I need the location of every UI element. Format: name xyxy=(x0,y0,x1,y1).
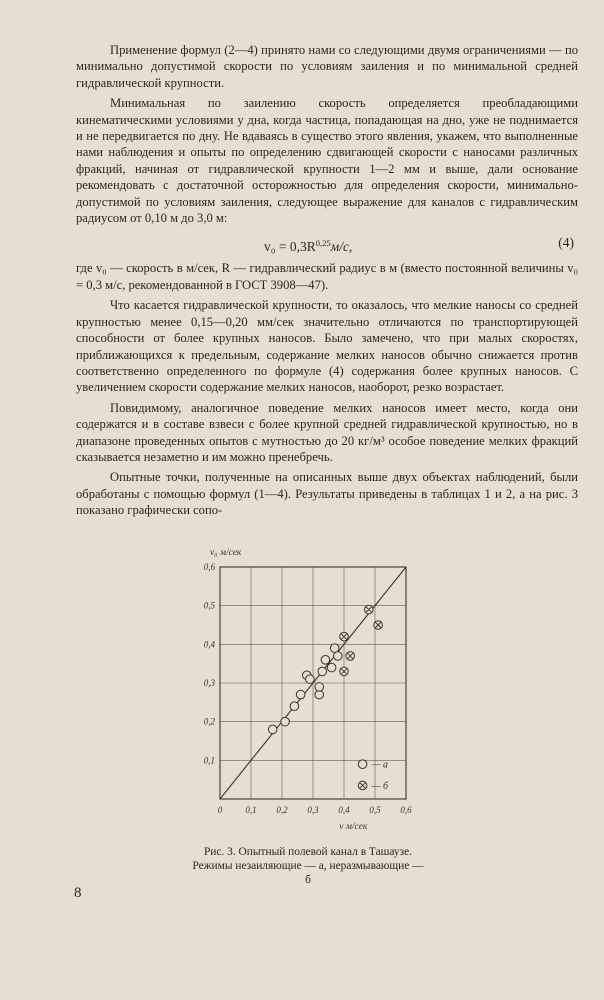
data-point-a xyxy=(321,656,330,665)
x-axis-label: v м/сек xyxy=(339,822,368,832)
paragraph-3: Что касается гидравлической крупности, то оказалось, что мелкие наносы со средней крупностью менее 0,15—0,20 мм/сек значительно отличаются по транспортирующей способности от более крупных наносов. Было замечено, что при малых скоростях, приближающихся к предельным, содержание мелких наносов обычно снижается против соответственно определенного по формуле (4) содержания более крупных наносов. С увеличением скорости содержание мелких наносов, наоборот, резко возрастает. xyxy=(76,298,578,395)
data-point-a xyxy=(281,717,290,726)
data-point-a xyxy=(306,675,315,684)
data-point-a xyxy=(334,652,343,661)
y-axis-label: v₀ м/сек xyxy=(210,548,242,558)
paragraph-5: Опытные точки, полученные на описанных выше двух объектах наблюдений, были обработаны с помощью формул (1—4). Результаты приведены в таблицах 1 и 2, а на рис. 3 показано графически сопо- xyxy=(76,470,578,518)
x-tick-label: 0,1 xyxy=(245,805,257,815)
paragraph-2: Минимальная по заилению скорость определяется преобладающими кинематическими условиями у дна, когда частица, попадающая на дно, уже не поднимается и не передвигается по дну. Не вдаваясь в существо этого явления, укажем, что выполненные нами наблюдения и опыты по определению сдвигающей скорости с наносами различных фракций, начиная от гидравлической крупности 1—2 мм и выше, дали основание рекомендовать с достаточной осторожностью для определения скорости, минимально-допустимой по условиям заиления, следующее выражение для каналов с гидравлическим радиусом от 0,10 м до 3,0 м: xyxy=(76,96,578,226)
data-point-a xyxy=(318,667,327,676)
data-point-a xyxy=(268,725,277,734)
formula-number: (4) xyxy=(558,235,574,251)
data-point-a xyxy=(327,663,336,672)
figure-3 xyxy=(192,545,452,845)
y-tick-label: 0,4 xyxy=(203,639,215,650)
x-tick-label: 0 xyxy=(217,805,223,815)
formula-4 xyxy=(76,228,578,258)
y-tick-label: 0,5 xyxy=(203,600,215,611)
y-tick-label: 0,6 xyxy=(203,562,215,572)
legend-label-b: — б xyxy=(371,780,389,792)
data-point-a xyxy=(296,690,305,699)
formula-exponent: 0,25 xyxy=(315,238,331,249)
paragraph-4: Повидимому, аналогичное поведение мелких наносов имеет место, когда они содержатся и в составе взвеси с более крупной средней гидравлической крупностью, но в диапазоне проведенных опытов с мутностью до 20 кг/м³ особое поведение мелких фракций сказывается незаметно и им можно пренебречь. xyxy=(76,400,578,464)
x-tick-label: 0,3 xyxy=(307,805,319,815)
scatter-chart xyxy=(192,545,452,845)
legend-label-a: — а xyxy=(371,759,389,771)
y-tick-label: 0,2 xyxy=(203,716,215,727)
y-tick-label: 0,3 xyxy=(203,678,215,688)
x-tick-label: 0,2 xyxy=(276,805,288,815)
page-number: 8 xyxy=(74,885,82,901)
formula-expression xyxy=(264,235,352,255)
formula-unit: м/с, xyxy=(330,239,353,255)
y-tick-label: 0,1 xyxy=(203,755,215,766)
x-tick-label: 0,6 xyxy=(400,805,412,815)
x-tick-label: 0,5 xyxy=(369,805,381,815)
data-point-a xyxy=(315,683,324,692)
formula-explanation: где v₀ — скорость в м/сек, R — гидравлический радиус в м (вместо постоянной величины v₀ = 0,3 м/с, рекомендованной в ГОСТ 3908—47). xyxy=(76,261,578,292)
x-tick-label: 0,4 xyxy=(338,805,350,815)
figure-caption: Рис. 3. Опытный полевой канал в Ташаузе. Режимы незаиляющие — а, неразмывающие — б xyxy=(192,846,424,886)
formula-lhs: v₀ = 0,3R xyxy=(264,239,316,255)
data-point-a xyxy=(290,702,299,711)
paragraph-1: Применение формул (2—4) принято нами со следующими двумя ограничениями — по минимально допустимой скорости по условиям заиления и по минимальной средней гидравлической крупности. xyxy=(76,43,578,90)
legend-marker-a xyxy=(358,760,367,769)
body-text xyxy=(76,42,578,519)
